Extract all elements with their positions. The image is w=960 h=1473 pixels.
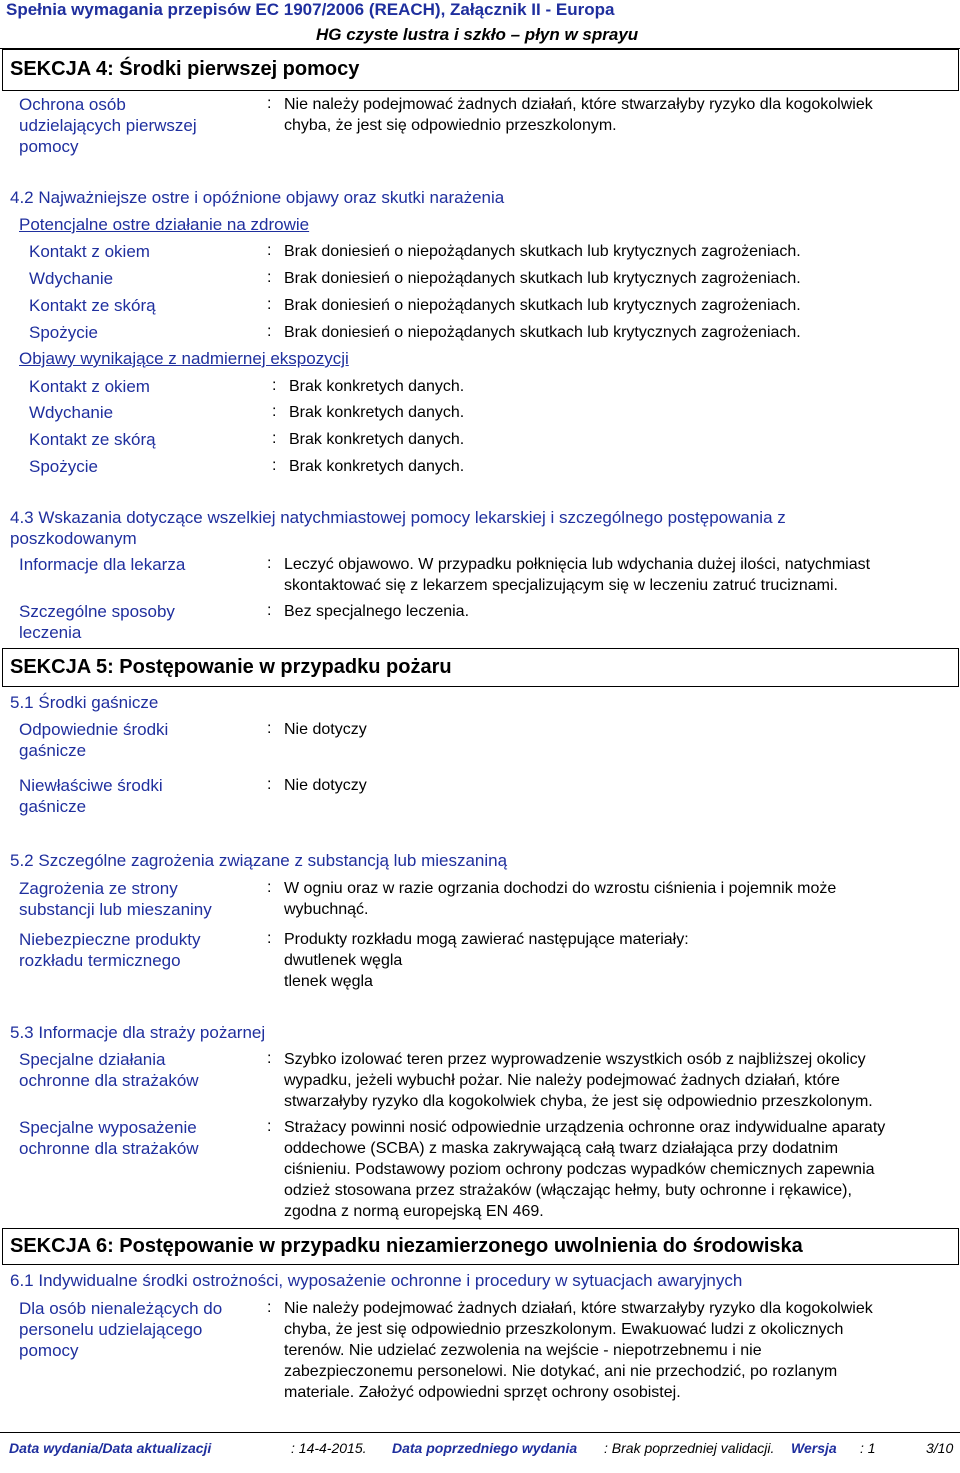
section-5-1-title: 5.1 Środki gaśnicze — [10, 693, 159, 712]
acute-eye-label: Kontakt z okiem — [29, 242, 150, 261]
overexposure-heading: Objawy wynikające z nadmiernej ekspozycji — [19, 349, 349, 368]
acute-skin-colon: : — [267, 296, 272, 313]
acute-inhalation-value: Brak doniesień o niepożądanych skutkach lub krytycznych zagrożeniach. — [284, 270, 801, 287]
protection-label-line-1: Ochrona osób — [19, 95, 126, 114]
special-treatment-label-line-2: leczenia — [19, 623, 82, 642]
firefighter-equipment-value-line-2: oddechowe (SCBA) z maska zakrywającą całą twarz działająca przy dodatnim — [284, 1140, 839, 1157]
firefighter-actions-label-line-1: Specjalne działania — [19, 1050, 166, 1069]
acute-skin-value: Brak doniesień o niepożądanych skutkach lub krytycznych zagrożeniach. — [284, 297, 801, 314]
doctor-info-value-line-2: skontaktować się z lekarzem specjalizującym się w leczeniu zatruć truciznami. — [284, 577, 838, 594]
acute-skin-label: Kontakt ze skórą — [29, 296, 156, 315]
unsuitable-media-value: Nie dotyczy — [284, 777, 367, 794]
over-eye-label: Kontakt z okiem — [29, 377, 150, 396]
non-emergency-value-line-4: zabezpieczonemu personelowi. Nie dotykać, ani nie przechodzić, po rozlanym — [284, 1363, 838, 1380]
over-ingestion-value: Brak konkretych danych. — [289, 458, 465, 475]
decomposition-colon: : — [267, 930, 272, 947]
acute-ingestion-label: Spożycie — [29, 323, 98, 342]
non-emergency-value-line-5: materiale. Założyć odpowiedni sprzęt ochrony osobistej. — [284, 1384, 681, 1401]
section-4-3-title-line-2: poszkodowanym — [10, 529, 137, 548]
over-ingestion-label: Spożycie — [29, 457, 98, 476]
doctor-info-value-line-1: Leczyć objawowo. W przypadku połknięcia lub wdychania dużej ilości, natychmiast — [284, 556, 871, 573]
section-4-title: SEKCJA 4: Środki pierwszej pomocy — [10, 58, 360, 80]
hazard-label-line-1: Zagrożenia ze strony — [19, 879, 178, 898]
unsuitable-media-label-line-1: Niewłaściwe środki — [19, 776, 163, 795]
non-emergency-label-line-3: pomocy — [19, 1341, 79, 1360]
firefighter-actions-value-line-1: Szybko izolować teren przez wyprowadzenie wszystkich osób z najbliższej okolicy — [284, 1051, 866, 1068]
acute-ingestion-colon: : — [267, 323, 272, 340]
over-skin-value: Brak konkretych danych. — [289, 431, 465, 448]
decomposition-label-line-2: rozkładu termicznego — [19, 951, 181, 970]
non-emergency-value-line-2: chyba, że jest się odpowiednio przeszkolonym. Ewakuować ludzi z okolicznych — [284, 1321, 844, 1338]
acute-ingestion-value: Brak doniesień o niepożądanych skutkach lub krytycznych zagrożeniach. — [284, 324, 801, 341]
firefighter-equipment-colon: : — [267, 1118, 272, 1135]
over-ingestion-colon: : — [272, 457, 277, 474]
section-4-3-title-line-1: 4.3 Wskazania dotyczące wszelkiej natychmiastowej pomocy lekarskiej i szczególnego postępowania z — [10, 508, 786, 527]
special-treatment-value: Bez specjalnego leczenia. — [284, 603, 470, 620]
over-inhalation-label: Wdychanie — [29, 403, 114, 422]
non-emergency-value-line-3: terenów. Nie udzielać zezwolenia na wejście - niepotrzebnemu i nie — [284, 1342, 762, 1359]
acute-eye-value: Brak doniesień o niepożądanych skutkach lub krytycznych zagrożeniach. — [284, 243, 801, 260]
decomposition-value-line-1: Produkty rozkładu mogą zawierać następujące materiały: — [284, 931, 689, 948]
decomposition-value-line-3: tlenek węgla — [284, 973, 373, 990]
over-inhalation-colon: : — [272, 403, 277, 420]
firefighter-actions-value-line-3: stwarzałyby ryzyko dla kogokolwiek chyba, że jest się odpowiednio przeszkolonym. — [284, 1093, 873, 1110]
hazard-label-line-2: substancji lub mieszaniny — [19, 900, 212, 919]
hazard-colon: : — [267, 879, 272, 896]
document-header-title: Spełnia wymagania przepisów EC 1907/2006 (REACH), Załącznik II - Europa — [6, 0, 615, 19]
product-name: HG czyste lustra i szkło – płyn w sprayu — [316, 25, 639, 44]
hazard-value-line-1: W ogniu oraz w razie ogrzania dochodzi do wzrostu ciśnienia i pojemnik może — [284, 880, 837, 897]
firefighter-actions-label-line-2: ochronne dla strażaków — [19, 1071, 199, 1090]
footer-date-label: Data wydania/Data aktualizacji — [9, 1440, 212, 1456]
firefighter-actions-value-line-2: wypadku, jeżeli wybuchł pożar. Nie należy podejmować żadnych działań, które — [284, 1072, 840, 1089]
firefighter-equipment-label-line-2: ochronne dla strażaków — [19, 1139, 199, 1158]
section-5-3-title: 5.3 Informacje dla straży pożarnej — [10, 1023, 266, 1042]
over-eye-colon: : — [272, 377, 277, 394]
firefighter-equipment-value-line-3: ciśnieniu. Podstawowy poziom ochrony podczas wypadków chemicznych zapewnia — [284, 1161, 875, 1178]
acute-eye-colon: : — [267, 242, 272, 259]
footer-version-label: Wersja — [791, 1440, 837, 1456]
acute-effects-heading: Potencjalne ostre działanie na zdrowie — [19, 215, 310, 234]
non-emergency-label-line-1: Dla osób nienależących do — [19, 1299, 223, 1318]
protection-label-line-2: udzielających pierwszej — [19, 116, 197, 135]
over-eye-value: Brak konkretych danych. — [289, 378, 465, 395]
suitable-media-label-line-1: Odpowiednie środki — [19, 720, 169, 739]
protection-colon: : — [267, 95, 272, 112]
special-treatment-label-line-1: Szczególne sposoby — [19, 602, 175, 621]
suitable-media-value: Nie dotyczy — [284, 721, 367, 738]
footer-previous-value: : Brak poprzedniej validacji. — [604, 1440, 775, 1456]
protection-label-line-3: pomocy — [19, 137, 79, 156]
over-skin-colon: : — [272, 430, 277, 447]
decomposition-label-line-1: Niebezpieczne produkty — [19, 930, 201, 949]
acute-inhalation-label: Wdychanie — [29, 269, 114, 288]
unsuitable-media-colon: : — [267, 776, 272, 793]
footer-version-value: : 1 — [860, 1440, 876, 1456]
footer-page-number: 3/10 — [926, 1440, 954, 1456]
non-emergency-label-line-2: personelu udzielającego — [19, 1320, 203, 1339]
firefighter-equipment-value-line-1: Strażacy powinni nosić odpowiednie urządzenia ochronne oraz indywidualne aparaty — [284, 1119, 886, 1136]
section-5-2-title: 5.2 Szczególne zagrożenia związane z substancją lub mieszaniną — [10, 851, 508, 870]
section-4-2-title: 4.2 Najważniejsze ostre i opóźnione objawy oraz skutki narażenia — [10, 188, 505, 207]
unsuitable-media-label-line-2: gaśnicze — [19, 797, 87, 816]
suitable-media-label-line-2: gaśnicze — [19, 741, 87, 760]
over-skin-label: Kontakt ze skórą — [29, 430, 156, 449]
doctor-info-label: Informacje dla lekarza — [19, 555, 186, 574]
firefighter-equipment-label-line-1: Specjalne wyposażenie — [19, 1118, 197, 1137]
hazard-value-line-2: wybuchnąć. — [284, 901, 369, 918]
footer-rule — [0, 1432, 960, 1433]
section-5-title: SEKCJA 5: Postępowanie w przypadku pożaru — [10, 656, 452, 678]
suitable-media-colon: : — [267, 720, 272, 737]
protection-value-line-1: Nie należy podejmować żadnych działań, które stwarzałyby ryzyko dla kogokolwiek — [284, 96, 873, 113]
decomposition-value-line-2: dwutlenek węgla — [284, 952, 403, 969]
acute-inhalation-colon: : — [267, 269, 272, 286]
section-6-1-title: 6.1 Indywidualne środki ostrożności, wyposażenie ochronne i procedury w sytuacjach awaryjnych — [10, 1271, 743, 1290]
firefighter-equipment-value-line-4: odzież stosowana przez strażaków (włączając hełmy, buty ochronne i rękawice), — [284, 1182, 852, 1199]
protection-value-line-2: chyba, że jest się odpowiednio przeszkolonym. — [284, 117, 617, 134]
doctor-info-colon: : — [267, 555, 272, 572]
footer-date-value: : 14-4-2015. — [291, 1440, 367, 1456]
firefighter-actions-colon: : — [267, 1050, 272, 1067]
special-treatment-colon: : — [267, 602, 272, 619]
over-inhalation-value: Brak konkretych danych. — [289, 404, 465, 421]
footer-previous-label: Data poprzedniego wydania — [392, 1440, 578, 1456]
non-emergency-value-line-1: Nie należy podejmować żadnych działań, które stwarzałyby ryzyko dla kogokolwiek — [284, 1300, 873, 1317]
firefighter-equipment-value-line-5: zgodna z normą europejską EN 469. — [284, 1203, 544, 1220]
non-emergency-colon: : — [267, 1299, 272, 1316]
section-6-title: SEKCJA 6: Postępowanie w przypadku niezamierzonego uwolnienia do środowiska — [10, 1235, 803, 1257]
